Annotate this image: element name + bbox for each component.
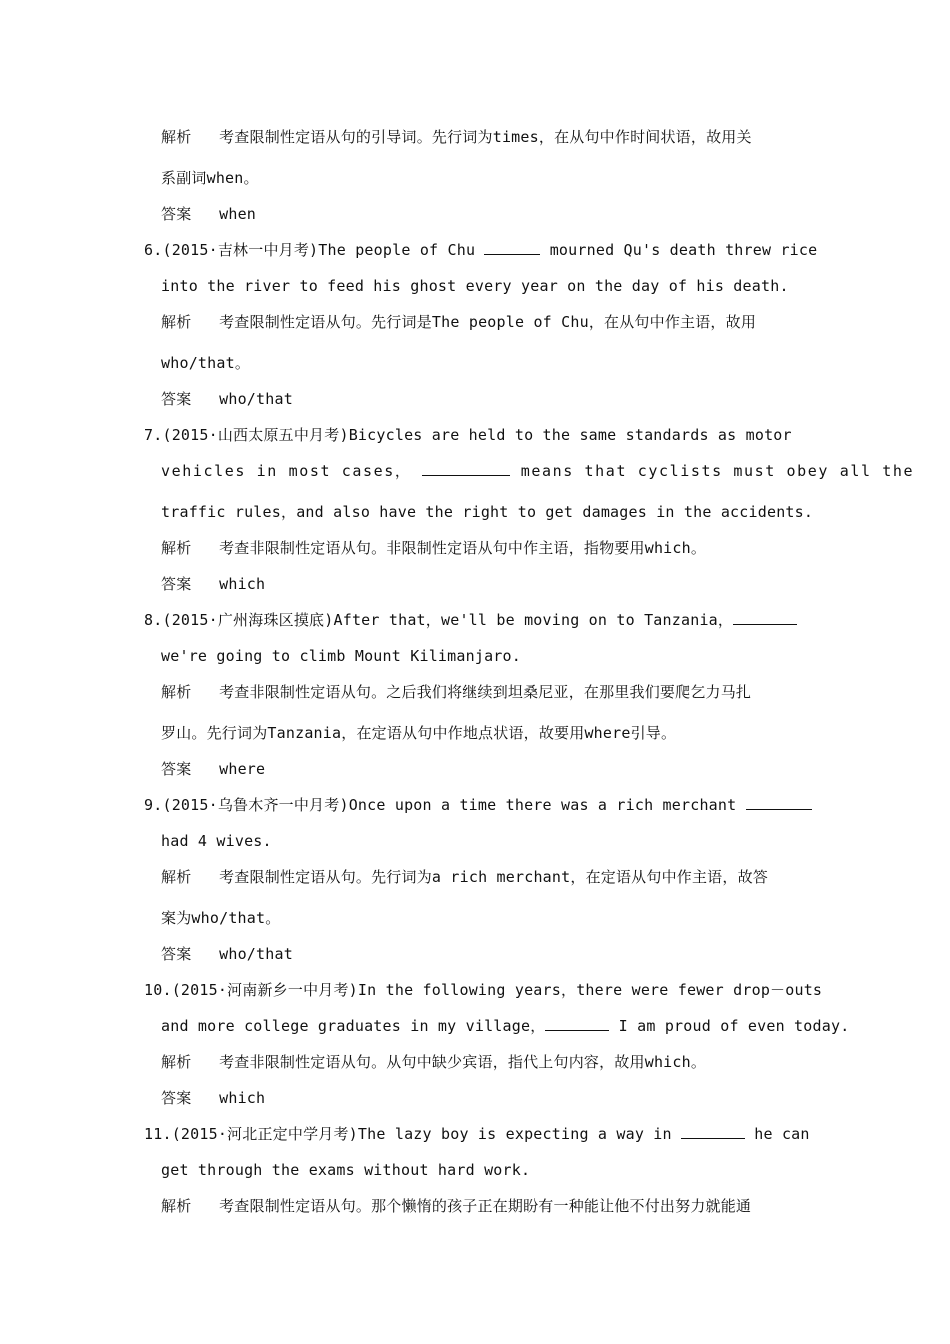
question-text: vehicles in most cases， [161, 462, 412, 480]
question-number-source: 7.(2015·山西太原五中月考) [144, 426, 349, 444]
analysis-label: 解析 [161, 128, 192, 146]
question-line [161, 502, 813, 522]
answer-blank [681, 1124, 745, 1139]
analysis-line [161, 1052, 706, 1072]
answer-text: which [219, 575, 266, 593]
question-text: had 4 wives. [161, 832, 272, 850]
analysis-text: 考查非限制性定语从句。从句中缺少宾语，指代上句内容，故用which。 [219, 1053, 707, 1071]
answer-line [161, 759, 265, 779]
question-text: traffic rules，and also have the right to get damages in the accidents. [161, 503, 814, 521]
answer-text: when [219, 205, 257, 223]
answer-label: 答案 [161, 945, 192, 963]
question-number-source: 6.(2015·吉林一中月考) [144, 241, 319, 259]
question-text: I am proud of even today. [618, 1017, 850, 1035]
question-text: The lazy boy is expecting a way in [357, 1125, 672, 1143]
question-text: The people of Chu [318, 241, 476, 259]
question-line [144, 425, 792, 445]
question-text: In the following years，there were fewer drop－outs [357, 981, 823, 999]
answer-line [161, 944, 293, 964]
question-number-source: 10.(2015·河南新乡一中月考) [144, 981, 358, 999]
analysis-label: 解析 [161, 683, 192, 701]
analysis-line [161, 908, 280, 928]
question-text: means that cyclists must obey all the [520, 462, 915, 480]
answer-text: where [219, 760, 266, 778]
answer-line [161, 389, 293, 409]
analysis-line [161, 538, 706, 558]
answer-blank [733, 610, 797, 625]
analysis-line [161, 168, 259, 188]
question-line [161, 276, 789, 296]
analysis-text: 考查非限制性定语从句。非限制性定语从句中作主语，指物要用which。 [219, 539, 707, 557]
analysis-text: who/that。 [161, 354, 251, 372]
question-line [161, 461, 914, 481]
analysis-line [161, 353, 250, 373]
question-line [144, 610, 797, 630]
analysis-text: 考查限制性定语从句。先行词是The people of Chu，在从句中作主语，故用 [219, 313, 757, 331]
answer-blank [545, 1016, 609, 1031]
analysis-text: 系副词when。 [161, 169, 259, 187]
question-text: mourned Qu's death threw rice [549, 241, 818, 259]
question-number-source: 9.(2015·乌鲁木齐一中月考) [144, 796, 349, 814]
analysis-line [161, 723, 676, 743]
analysis-text: 考查限制性定语从句。先行词为a rich merchant，在定语从句中作主语，故答 [219, 868, 768, 886]
answer-label: 答案 [161, 575, 192, 593]
question-text: get through the exams without hard work. [161, 1161, 531, 1179]
answer-blank [422, 461, 510, 476]
answer-label: 答案 [161, 1089, 192, 1107]
answer-line [161, 204, 256, 224]
answer-line [161, 574, 265, 594]
analysis-line [161, 312, 756, 332]
question-text: After that，we'll be moving on to Tanzania， [333, 611, 734, 629]
analysis-line [161, 127, 752, 147]
question-text: and more college graduates in my village， [161, 1017, 546, 1035]
question-line [161, 646, 521, 666]
answer-text: which [219, 1089, 266, 1107]
question-line [161, 831, 272, 851]
question-line [144, 795, 812, 815]
answer-label: 答案 [161, 760, 192, 778]
question-line [144, 980, 822, 1000]
answer-label: 答案 [161, 390, 192, 408]
question-line [161, 1016, 849, 1036]
analysis-label: 解析 [161, 313, 192, 331]
analysis-label: 解析 [161, 1197, 192, 1215]
question-number-source: 11.(2015·河北正定中学月考) [144, 1125, 358, 1143]
question-text: into the river to feed his ghost every year on the day of his death. [161, 277, 789, 295]
analysis-label: 解析 [161, 1053, 192, 1071]
analysis-label: 解析 [161, 539, 192, 557]
analysis-text: 考查限制性定语从句的引导词。先行词为times，在从句中作时间状语，故用关 [219, 128, 752, 146]
answer-blank [484, 240, 540, 255]
analysis-line [161, 1196, 751, 1216]
analysis-text: 考查限制性定语从句。那个懒惰的孩子正在期盼有一种能让他不付出努力就能通 [219, 1197, 752, 1215]
answer-text: who/that [219, 390, 293, 408]
analysis-text: 考查非限制性定语从句。之后我们将继续到坦桑尼亚，在那里我们要爬乞力马扎 [219, 683, 752, 701]
question-text: he can [754, 1125, 810, 1143]
question-text: Once upon a time there was a rich merchant [348, 796, 737, 814]
answer-label: 答案 [161, 205, 192, 223]
analysis-text: 罗山。先行词为Tanzania，在定语从句中作地点状语，故要用where引导。 [161, 724, 677, 742]
analysis-text: 案为who/that。 [161, 909, 281, 927]
question-text: Bicycles are held to the same standards as motor [348, 426, 792, 444]
question-line [161, 1160, 530, 1180]
question-number-source: 8.(2015·广州海珠区摸底) [144, 611, 334, 629]
answer-line [161, 1088, 265, 1108]
question-line [144, 1124, 810, 1144]
question-line [144, 240, 817, 260]
answer-text: who/that [219, 945, 293, 963]
analysis-line [161, 867, 768, 887]
analysis-line [161, 682, 751, 702]
answer-blank [746, 795, 812, 810]
analysis-label: 解析 [161, 868, 192, 886]
question-text: we're going to climb Mount Kilimanjaro. [161, 647, 521, 665]
